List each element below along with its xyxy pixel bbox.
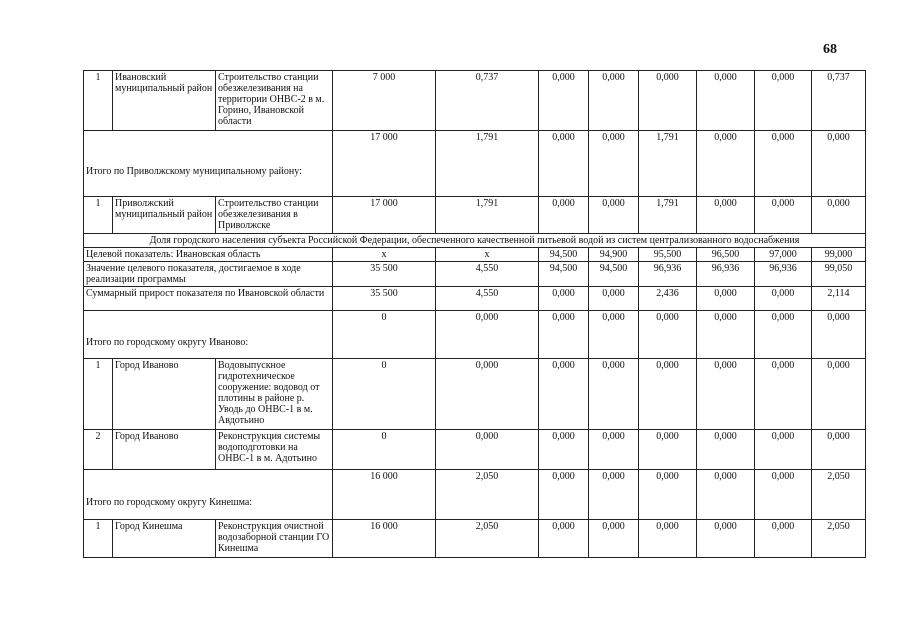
- table-row: Суммарный прирост показателя по Ивановской области 35 500 4,550 0,000 0,000 2,436 0,000 0,000 2,114: [84, 287, 866, 311]
- table-row: 1 Город Кинешма Реконструкция очистной водозаборной станции ГО Кинешма 16 000 2,050 0,000 0,000 0,000 0,000 0,000 2,050: [84, 520, 866, 558]
- share-title: Доля городского населения субъекта Российской Федерации, обеспеченного качественной питьевой водой из систем централизованного водоснабжения: [84, 234, 866, 248]
- table-row: Итого по городскому округу Иваново: 0 0,000 0,000 0,000 0,000 0,000 0,000 0,000: [84, 311, 866, 359]
- table-row: Значение целевого показателя, достигаемое в ходе реализации программы 35 500 4,550 94,500 94,500 96,936 96,936 96,936 99,050: [84, 262, 866, 287]
- table-row: 1 Приволжский муниципальный район Строительство станции обезжелезивания в Приволжске 17 000 1,791 0,000 0,000 1,791 0,000 0,000 0,000: [84, 197, 866, 234]
- table-row: 2 Город Иваново Реконструкция системы водоподготовки на ОНВС-1 в м. Адотьино 0 0,000 0,000 0,000 0,000 0,000 0,000 0,000: [84, 430, 866, 470]
- table-row: 1 Ивановский муниципальный район Строительство станции обезжелезивания на территории ОНВС-2 в м. Горино, Ивановской области 7 000 0,737 0,000 0,000 0,000 0,000 0,000 0,737: [84, 71, 866, 131]
- table-row: [84, 234, 866, 248]
- table-row: Итого по городскому округу Кинешма: 16 000 2,050 0,000 0,000 0,000 0,000 0,000 2,050: [84, 470, 866, 520]
- page-number: 68: [823, 42, 837, 57]
- table-row: Целевой показатель: Ивановская область х х 94,500 94,900 95,500 96,500 97,000 99,000: [84, 248, 866, 262]
- table-row: Итого по Приволжскому муниципальному району: 17 000 1,791 0,000 0,000 1,791 0,000 0,000 0,000: [84, 131, 866, 197]
- program-table: [83, 70, 866, 558]
- table-row: 1 Город Иваново Водовыпускное гидротехническое сооружение: водовод от плотины в районе р. Уводь до ОНВС-1 в м. Авдотьино 0 0,000 0,000 0,000 0,000 0,000 0,000 0,000: [84, 359, 866, 430]
